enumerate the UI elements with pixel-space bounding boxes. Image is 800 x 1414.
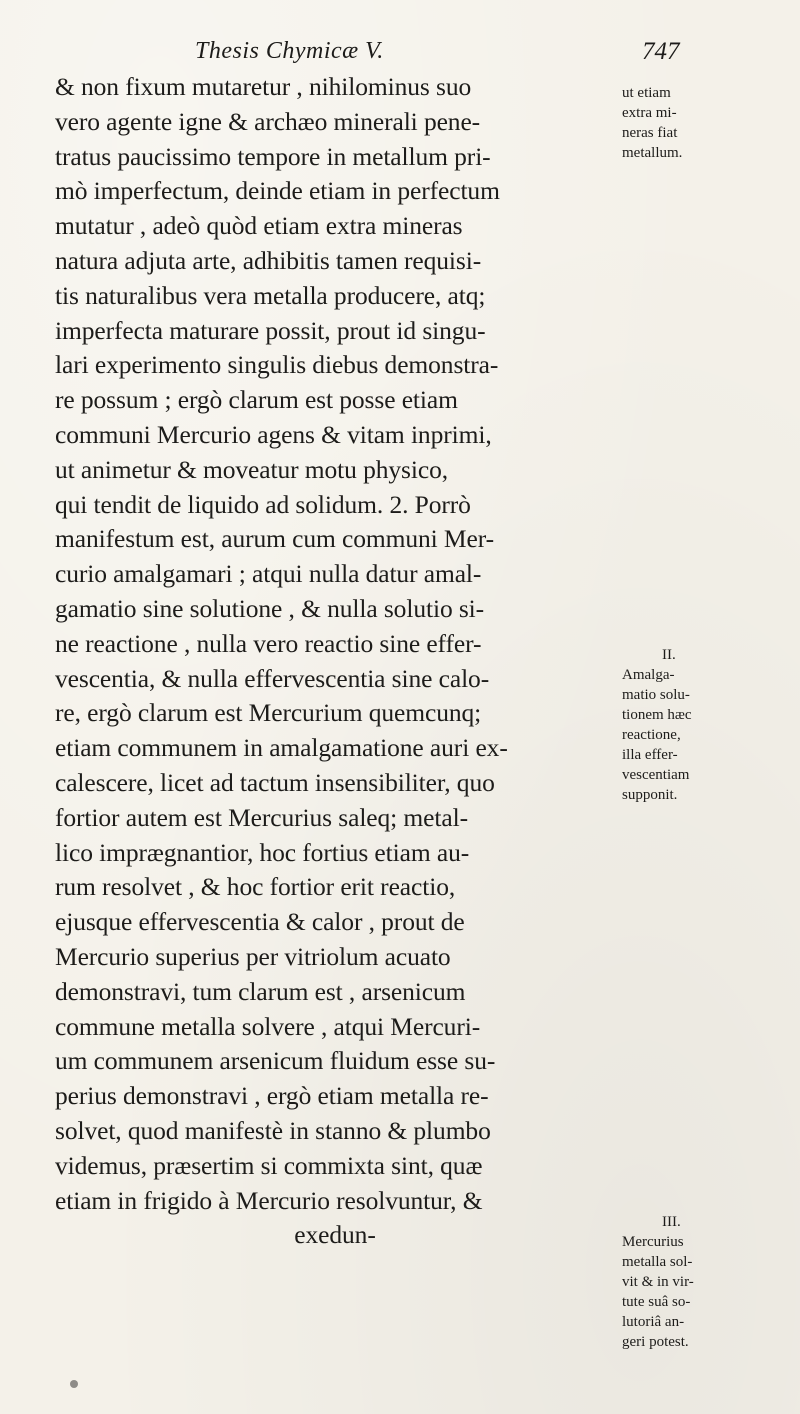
margin-note-line: illa effer- (622, 747, 678, 763)
margin-note-line: vescentiam (622, 767, 690, 783)
text-line: imperfecta maturare possit, prout id singu- (55, 315, 486, 345)
text-line: lico imprægnantior, hoc fortius etiam au- (55, 837, 470, 867)
text-line: manifestum est, aurum cum communi Mer- (55, 524, 495, 554)
margin-note-number: II. (662, 647, 676, 663)
text-line: communi Mercurio agens & vitam inprimi, (55, 419, 492, 449)
text-line: natura adjuta arte, adhibitis tamen requisi- (55, 245, 482, 275)
text-line: mò imperfectum, deinde etiam in perfectum (55, 176, 500, 206)
text-line: um communem arsenicum fluidum esse su- (55, 1046, 496, 1076)
margin-note-line: tionem hæc (622, 707, 692, 723)
catchword: exedun- (294, 1220, 376, 1250)
text-line: fortior autem est Mercurius saleq; metal- (55, 802, 468, 832)
page-number: 747 (642, 38, 680, 65)
text-line: re, ergò clarum est Mercurium quemcunq; (55, 698, 482, 728)
text-line: demonstravi, tum clarum est , arsenicum (55, 976, 466, 1006)
text-line: ejusque effervescentia & calor , prout de (55, 907, 465, 937)
text-line: etiam in frigido à Mercurio resolvuntur, & (55, 1185, 483, 1215)
margin-note-line: geri potest. (622, 1334, 689, 1350)
margin-note-line: metalla sol- (622, 1254, 693, 1270)
margin-note-line: lutoriâ an- (622, 1314, 685, 1330)
main-text-block (55, 70, 615, 1253)
text-line: re possum ; ergò clarum est posse etiam (55, 385, 458, 415)
margin-note-3 (622, 1212, 792, 1352)
margin-note-line: Amalga- (622, 667, 675, 683)
text-line: tratus paucissimo tempore in metallum pri- (55, 141, 491, 171)
text-line: lari experimento singulis diebus demonstra- (55, 350, 499, 380)
margin-note-line: Mercurius (622, 1234, 684, 1250)
text-line: curio amalgamari ; atqui nulla datur amal- (55, 559, 482, 589)
margin-note-number: III. (662, 1214, 681, 1230)
ink-blot (70, 1380, 78, 1388)
margin-note-line: tute suâ so- (622, 1294, 691, 1310)
text-line: mutatur , adeò quòd etiam extra mineras (55, 211, 463, 241)
text-line: videmus, præsertim si commixta sint, quæ (55, 1150, 483, 1180)
text-line: rum resolvet , & hoc fortior erit reactio, (55, 872, 456, 902)
text-line: gamatio sine solutione , & nulla solutio si- (55, 593, 485, 623)
margin-note-line: reactione, (622, 727, 681, 743)
text-line: ut animetur & moveatur motu physico, (55, 454, 448, 484)
text-line: solvet, quod manifestè in stanno & plumbo (55, 1115, 491, 1145)
margin-note-line: neras fiat (622, 125, 678, 141)
margin-note-line: supponit. (622, 787, 678, 803)
margin-note-line: metallum. (622, 145, 683, 161)
text-line: etiam communem in amalgamatione auri ex- (55, 733, 508, 763)
text-line: & non fixum mutaretur , nihilominus suo (55, 72, 472, 101)
text-line: vescentia, & nulla effervescentia sine calo- (55, 663, 490, 693)
text-line: ne reactione , nulla vero reactio sine effer- (55, 628, 482, 658)
margin-note-line: extra mi- (622, 105, 677, 121)
text-line: calescere, licet ad tactum insensibiliter, quo (55, 767, 495, 797)
text-line: qui tendit de liquido ad solidum. 2. Porrò (55, 489, 471, 519)
text-line: vero agente igne & archæo minerali pene- (55, 106, 481, 136)
margin-note-line: matio solu- (622, 687, 690, 703)
margin-note-2 (622, 645, 792, 805)
margin-note-line: vit & in vir- (622, 1274, 694, 1290)
catchword-line (55, 1218, 615, 1253)
text-line: tis naturalibus vera metalla producere, atq; (55, 280, 486, 310)
margin-note-1 (622, 83, 792, 163)
margin-note-line: ut etiam (622, 85, 671, 101)
text-line: Mercurio superius per vitriolum acuato (55, 941, 451, 971)
text-line: commune metalla solvere , atqui Mercuri- (55, 1011, 481, 1041)
running-head: Thesis Chymicæ V. (195, 38, 384, 64)
text-line: perius demonstravi , ergò etiam metalla re- (55, 1081, 489, 1111)
